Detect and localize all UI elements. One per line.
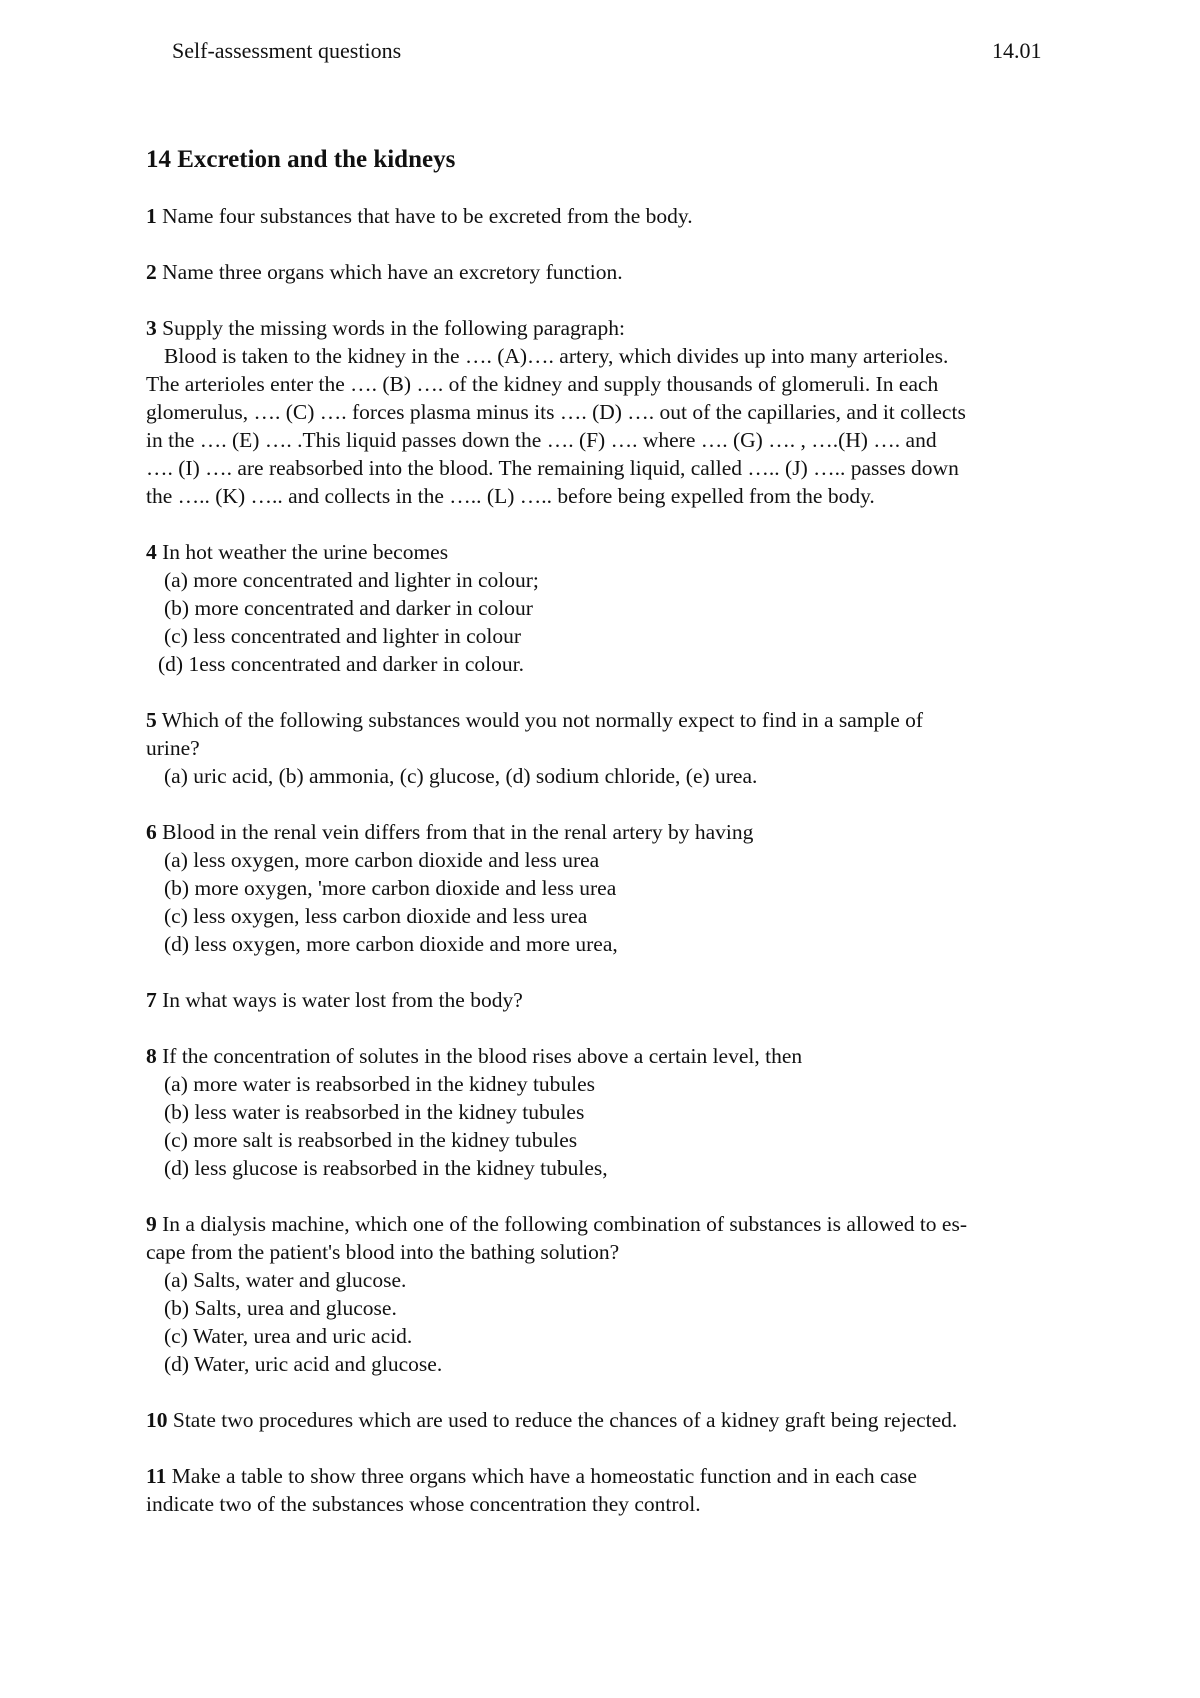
question-text: Make a table to show three organs which have a homeostatic function and in each case: [171, 1464, 917, 1488]
option-d: (d) less glucose is reabsorbed in the kidney tubules,: [164, 1156, 608, 1180]
option-b: (b) less water is reabsorbed in the kidney tubules: [164, 1100, 585, 1124]
header-page-number: 14.01: [992, 38, 1042, 63]
page-title: 14 Excretion and the kidneys: [146, 146, 456, 173]
question-number: 7: [146, 988, 157, 1012]
option-d: (d) less oxygen, more carbon dioxide and more urea,: [164, 932, 618, 956]
question-text: Supply the missing words in the following paragraph:: [162, 316, 625, 340]
question-text-continued: cape from the patient's blood into the bathing solution?: [146, 1240, 620, 1264]
question-7: [146, 986, 1086, 1014]
question-number: 1: [146, 204, 157, 228]
paragraph-line: …. (I) …. are reabsorbed into the blood. The remaining liquid, called ….. (J) ….. passes down: [146, 456, 959, 480]
question-number: 11: [146, 1464, 167, 1488]
option-a: (a) less oxygen, more carbon dioxide and less urea: [164, 848, 600, 872]
question-number: 6: [146, 820, 157, 844]
header-title: Self-assessment questions: [172, 38, 402, 63]
question-text: In hot weather the urine becomes: [162, 540, 449, 564]
question-text-continued: urine?: [146, 736, 200, 760]
option-b: (b) more concentrated and darker in colour: [164, 596, 533, 620]
question-text: Blood in the renal vein differs from that in the renal artery by having: [162, 820, 754, 844]
question-text-continued: indicate two of the substances whose concentration they control.: [146, 1492, 701, 1516]
question-4: [146, 538, 1086, 678]
question-text: Name four substances that have to be excreted from the body.: [162, 204, 693, 228]
question-text: State two procedures which are used to reduce the chances of a kidney graft being rejected.: [172, 1408, 958, 1432]
question-number: 8: [146, 1044, 157, 1068]
question-9: [146, 1210, 1086, 1378]
question-11: [146, 1462, 1086, 1518]
document-body: [146, 144, 1086, 1546]
question-text: Name three organs which have an excretory function.: [162, 260, 623, 284]
question-1: [146, 202, 1086, 230]
paragraph-line: in the …. (E) …. .This liquid passes down the …. (F) …. where …. (G) …. , ….(H) …. and: [146, 428, 937, 452]
paragraph-line: The arterioles enter the …. (B) …. of the kidney and supply thousands of glomeruli. In each: [146, 372, 939, 396]
option-c: (c) Water, urea and uric acid.: [164, 1324, 413, 1348]
question-number: 3: [146, 316, 157, 340]
question-text: In a dialysis machine, which one of the following combination of substances is allowed to es-: [162, 1212, 967, 1236]
option-a: (a) more concentrated and lighter in colour;: [164, 568, 539, 592]
paragraph-line: the ….. (K) ….. and collects in the ….. (L) ….. before being expelled from the body.: [146, 484, 875, 508]
question-6: [146, 818, 1086, 958]
question-3: [146, 314, 1086, 510]
option-b: (b) Salts, urea and glucose.: [164, 1296, 397, 1320]
question-text: In what ways is water lost from the body?: [162, 988, 523, 1012]
option-c: (c) less oxygen, less carbon dioxide and less urea: [164, 904, 588, 928]
question-number: 2: [146, 260, 157, 284]
question-2: [146, 258, 1086, 286]
option-d: (d) Water, uric acid and glucose.: [164, 1352, 443, 1376]
option-a: (a) more water is reabsorbed in the kidney tubules: [164, 1072, 596, 1096]
question-8: [146, 1042, 1086, 1182]
option-b: (b) more oxygen, 'more carbon dioxide and less urea: [164, 876, 617, 900]
paragraph-line: Blood is taken to the kidney in the …. (A)…. artery, which divides up into many arterioles.: [164, 344, 949, 368]
option-a: (a) Salts, water and glucose.: [164, 1268, 407, 1292]
question-text: If the concentration of solutes in the blood rises above a certain level, then: [162, 1044, 803, 1068]
question-number: 9: [146, 1212, 157, 1236]
question-5: [146, 706, 1086, 790]
question-number: 10: [146, 1408, 168, 1432]
options-inline: (a) uric acid, (b) ammonia, (c) glucose, (d) sodium chloride, (e) urea.: [164, 764, 758, 788]
question-text: Which of the following substances would you not normally expect to find in a sample of: [161, 708, 924, 732]
paragraph-line: glomerulus, …. (C) …. forces plasma minus its …. (D) …. out of the capillaries, and it collects: [146, 400, 966, 424]
option-d: (d) 1ess concentrated and darker in colour.: [158, 652, 524, 676]
question-number: 4: [146, 540, 157, 564]
question-number: 5: [146, 708, 157, 732]
option-c: (c) less concentrated and lighter in colour: [164, 624, 521, 648]
question-10: [146, 1406, 1086, 1434]
option-c: (c) more salt is reabsorbed in the kidney tubules: [164, 1128, 578, 1152]
